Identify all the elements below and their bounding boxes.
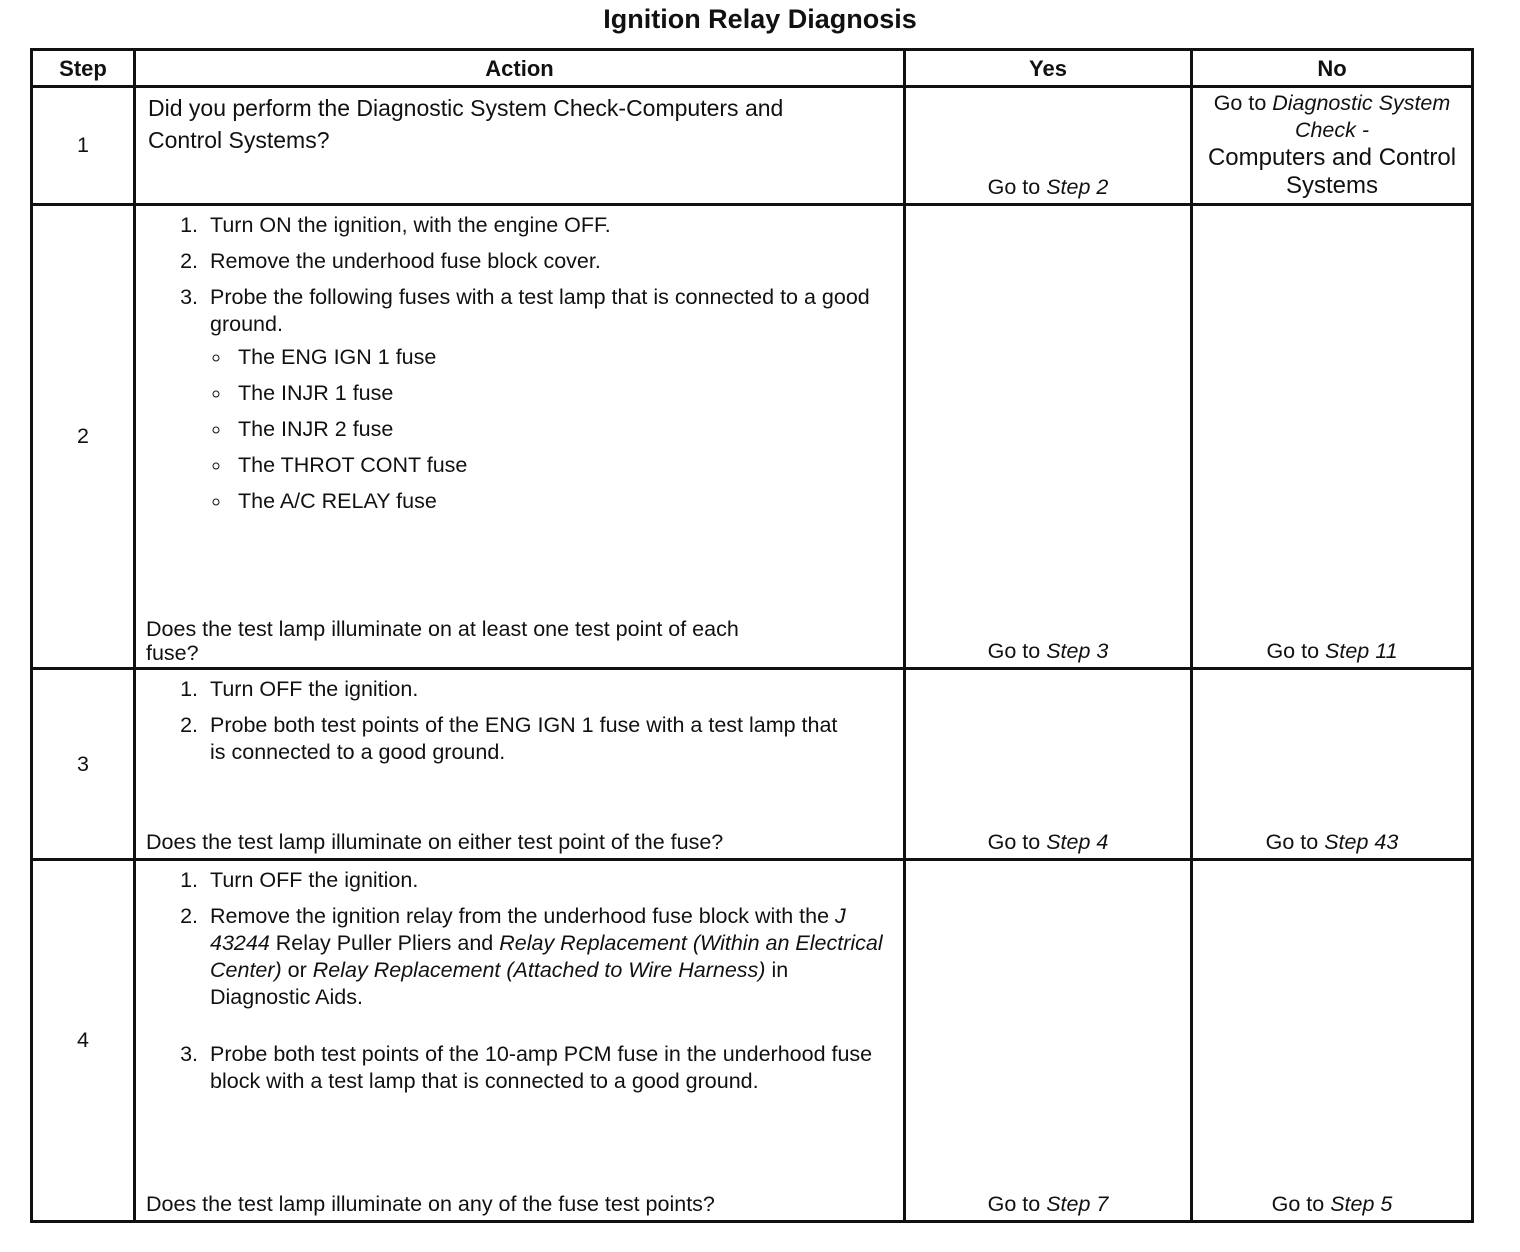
header-yes: Yes — [905, 50, 1192, 87]
fuse-item: ◦ The INJR 1 fuse — [232, 380, 891, 407]
question: Does the test lamp illuminate on any of the fuse test points? — [146, 1192, 715, 1216]
text: Remove the ignition relay from the underhood fuse block with the — [210, 904, 836, 928]
step-link[interactable]: Step 5 — [1330, 1192, 1393, 1216]
text: or — [281, 958, 313, 982]
header-action: Action — [135, 50, 905, 87]
header-no: No — [1192, 50, 1473, 87]
no-text: Go to — [1265, 830, 1325, 854]
procedure-link[interactable]: Relay Replacement (Within an Electrical Center) — [210, 931, 883, 982]
step-number: 1 — [32, 87, 135, 205]
yes-text: Go to — [987, 175, 1047, 199]
text: Relay Puller Pliers and — [269, 931, 500, 955]
table-row — [32, 669, 1473, 860]
diagnostic-check-link[interactable]: Diagnostic System Check - — [1272, 91, 1451, 142]
action-cell — [135, 669, 905, 860]
yes-cell — [905, 87, 1192, 205]
question: Does the test lamp illuminate on at least one test point of each fuse? — [146, 617, 739, 665]
no-cell — [1192, 87, 1473, 205]
yes-cell — [905, 669, 1192, 860]
fuse-item: ◦ The ENG IGN 1 fuse — [232, 344, 891, 371]
table-row — [32, 205, 1473, 669]
no-text-cont: Computers and Control Systems — [1207, 144, 1457, 199]
step-link[interactable]: Step 4 — [1046, 830, 1109, 854]
fuse-item: ◦ The A/C RELAY fuse — [232, 488, 891, 515]
action-cell — [135, 860, 905, 1222]
no-text: Go to — [1213, 91, 1273, 115]
yes-text: Go to — [987, 1192, 1047, 1216]
action-item: 1. Turn ON the ignition, with the engine OFF. — [204, 212, 891, 239]
table-header — [32, 50, 1473, 87]
action-item: 1. Turn OFF the ignition. — [204, 676, 891, 703]
step-link[interactable]: Step 7 — [1046, 1192, 1109, 1216]
fuse-item: ◦ The INJR 2 fuse — [232, 416, 891, 443]
step-number: 2 — [32, 205, 135, 669]
action-cell — [135, 205, 905, 669]
page-title: Ignition Relay Diagnosis — [603, 4, 917, 34]
step-link[interactable]: Step 2 — [1046, 175, 1109, 199]
step-number: 3 — [32, 669, 135, 860]
no-cell — [1192, 205, 1473, 669]
action-item: 3. Probe both test points of the 10-amp PCM fuse in the underhood fuse block with a test lamp that is connected to a good ground. — [204, 1041, 891, 1095]
no-cell — [1192, 860, 1473, 1222]
step-link[interactable]: Step 3 — [1046, 639, 1109, 663]
action-item: 2. Remove the underhood fuse block cover. — [204, 248, 891, 275]
table-row — [32, 860, 1473, 1222]
text: in Diagnostic Aids. — [210, 958, 789, 1009]
tool-reference: J 43244 — [210, 904, 846, 955]
action-item: 1. Turn OFF the ignition. — [204, 867, 891, 894]
header-step: Step — [32, 50, 135, 87]
no-text: Go to — [1271, 1192, 1331, 1216]
question: Does the test lamp illuminate on either test point of the fuse? — [146, 830, 724, 854]
yes-text: Go to — [987, 830, 1047, 854]
action-item: 2. Probe both test points of the ENG IGN 1 fuse with a test lamp that is connected to a good ground. — [204, 712, 891, 766]
step-number: 4 — [32, 860, 135, 1222]
yes-cell — [905, 205, 1192, 669]
action-cell — [135, 87, 905, 205]
step-link[interactable]: Step 43 — [1324, 830, 1399, 854]
procedure-link[interactable]: Relay Replacement (Attached to Wire Harness) — [312, 958, 766, 982]
yes-cell — [905, 860, 1192, 1222]
yes-text: Go to — [987, 639, 1047, 663]
question: Did you perform the Diagnostic System Check-Computers and Control Systems? — [148, 95, 784, 153]
no-text: Go to — [1266, 639, 1326, 663]
fuse-item: ◦ The THROT CONT fuse — [232, 452, 891, 479]
action-item — [204, 903, 891, 1011]
action-text: Probe the following fuses with a test lamp that is connected to a good ground. — [210, 285, 870, 336]
diagnosis-table — [30, 48, 1474, 1223]
action-item — [204, 284, 891, 515]
table-row — [32, 87, 1473, 205]
no-cell — [1192, 669, 1473, 860]
step-link[interactable]: Step 11 — [1325, 639, 1398, 663]
